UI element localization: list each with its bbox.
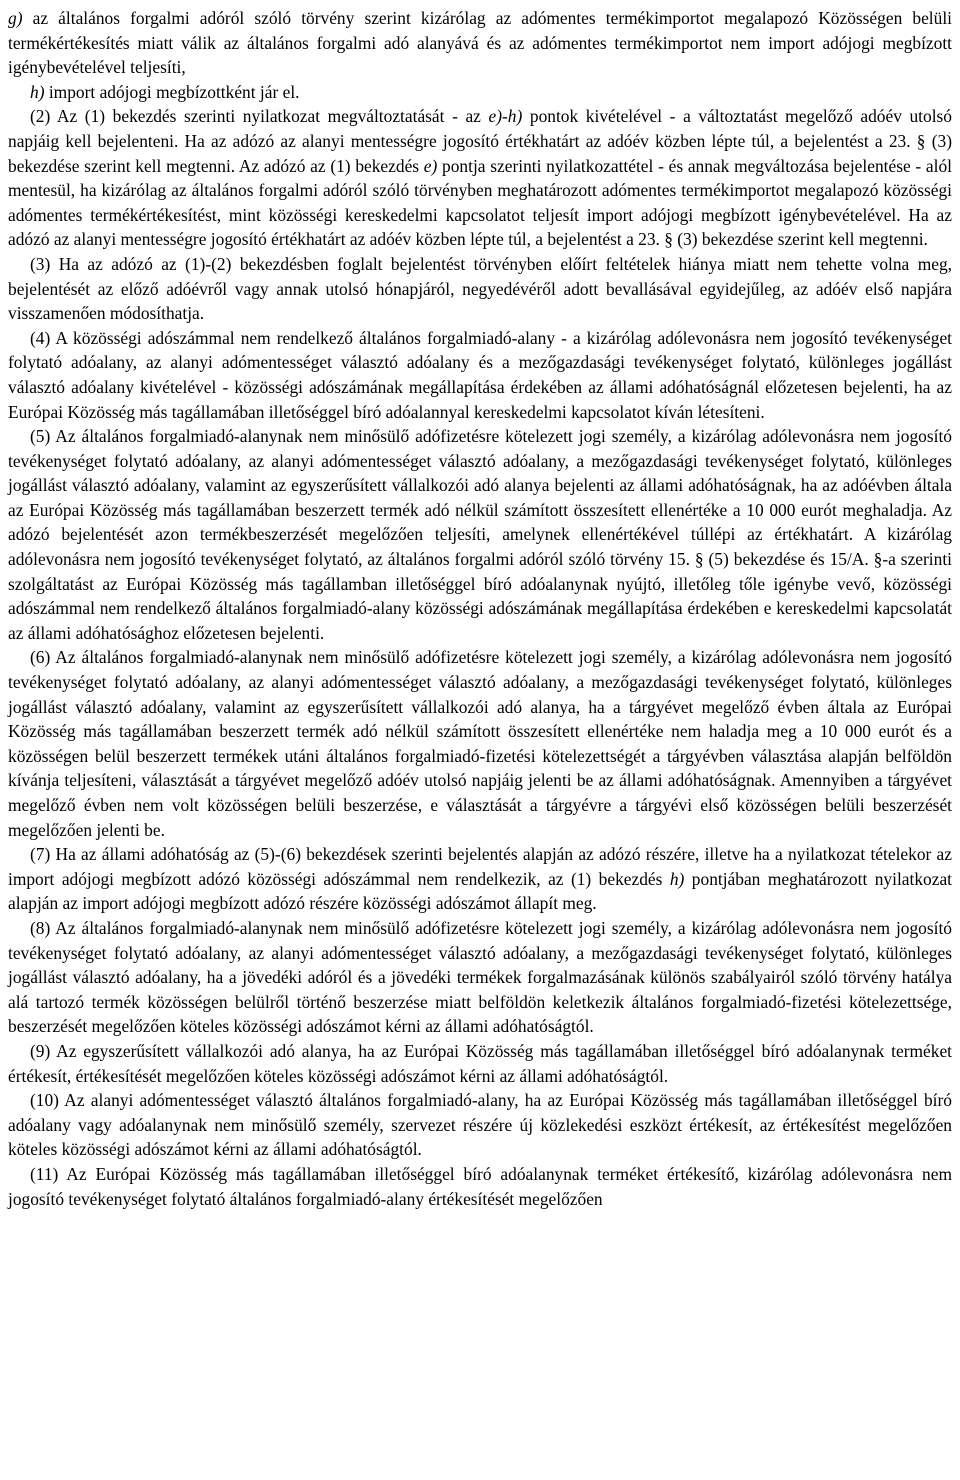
paragraph-9: (9) Az egyszerűsített vállalkozói adó alanya, ha az Európai Közösség más tagállamában illetőséggel bíró adóalanynak terméket értékesít, értékesítését megelőzően köteles közösségi adószámot kérni az állami adóhatóságtól. [8,1040,952,1086]
paragraph-10: (10) Az alanyi adómentességet választó általános forgalmiadó-alany, ha az Európai Közösség más tagállamában illetőséggel bíró adóalany vagy adóalanynak nem minősülő személy, szervezet részére új közlekedési eszközt értékesít, az értékesítést megelőzően köteles közösségi adószámot kérni az állami adóhatóságtól. [8,1090,952,1160]
paragraph-2-ref-b: e) [423,155,438,176]
paragraph-7-ref: h) [669,868,685,889]
paragraph-6: (6) Az általános forgalmiadó-alanynak nem minősülő adófizetésre kötelezett jogi személy, a kizárólag adólevonásra nem jogosító tevékenységet folytató adóalany, az alanyi adómentességet választó adóalany, a mezőgazdasági tevékenységet folytató, különleges jogállást választó adóalany, valamint az egyszerűsített vállalkozói adó alanya, ha a tárgyévet megelőző évben általa az Európai Közösség más tagállamában beszerzett termék adó nélkül számított összesített ellenértéke nem haladja meg a 10 000 eurót és a közösségen belül beszerzett termékek utáni általános forgalmiadó-fizetési kötelezettségét a tárgyévben választása alapján belföldön kívánja teljesíteni, választását a tárgyévet megelőző adóév utolsó napjáig jelenti be az állami adóhatóságnak. Amennyiben a tárgyévet megelőző évben nem volt közösségen belüli beszerzése, e választását a tárgyévre a tárgyévi első közösségen belüli beszerzését megelőzően jelenti be. [8,647,952,840]
item-text-g: az általános forgalmi adóról szóló törvény szerint kizárólag az adómentes termékimportot megalapozó Közösségen belüli termékértékesítés miatt válik az általános forgalmi adó alanyává és az adómentes termékimportot nem import adójogi megbízott igénybevételével teljesíti, [8,8,952,78]
paragraph-7-text-b: pontjában meghatározott nyilatkozat alapján az import adójogi megbízott adózó részére közösségi adószámot állapít meg. [8,868,953,914]
item-marker-h: h) [30,81,45,102]
paragraph-4: (4) A közösségi adószámmal nem rendelkező általános forgalmiadó-alany - a kizárólag adólevonásra nem jogosító tevékenységet folytató adóalany, az alanyi adómentességet választó adóalany és a mezőgazdasági tevékenységet folytató, különleges jogállást választó adóalany kivételével - közösségi adószámának megállapítása érdekében az állami adóhatóságnál előzetesen bejelenti, ha az Európai Közösség más tagállamában illetőséggel bíró adóalannyal kereskedelmi kapcsolatot kíván létesíteni. [8,327,952,422]
paragraph-5: (5) Az általános forgalmiadó-alanynak nem minősülő adófizetésre kötelezett jogi személy, a kizárólag adólevonásra nem jogosító tevékenységet folytató adóalany, az alanyi adómentességet választó adóalany, a mezőgazdasági tevékenységet folytató, különleges jogállást választó adóalany, valamint az egyszerűsített vállalkozói adó alanya bejelenti az állami adóhatóságnak, ha az adóévben általa az Európai Közösség más tagállamában beszerzett termék adó nélkül számított összesített ellenértéke a 10 000 eurót meghaladja. Az adózó bejelentését azon termékbeszerzését megelőzően teljesíti, amelynek ellenértékével túllépi az értékhatárt. A kizárólag adólevonásra nem jogosító tevékenységet folytató, az általános forgalmi adóról szóló törvény 15. § (5) bekezdése és 15/A. §-a szerinti szolgáltatást az Európai Közösség más tagállamban illetőséggel bíró adóalanynak nyújtó, illetőleg tőle igénybe vevő, közösségi adószámmal nem rendelkező általános forgalmiadó-alany közösségi adószámának megállapítása érdekében e kereskedelmi kapcsolatát az állami adóhatósághoz előzetesen bejelenti. [8,426,952,643]
paragraph-2 [8,104,952,252]
paragraph-7 [8,842,952,916]
paragraph-11: (11) Az Európai Közösség más tagállamában illetőséggel bíró adóalanynak terméket értékesítő, kizárólag adólevonásra nem jogosító tevékenységet folytató általános forgalmiadó-alany értékesítését megelőzően [8,1163,952,1209]
paragraph-2-text-a: (2) Az (1) bekezdés szerinti nyilatkozat megváltoztatását - az [30,106,489,127]
paragraph-2-text-c: pontja szerinti nyilatkozattétel - és annak megváltozása bejelentése - alól mentesül, ha kizárólag az általános forgalmi adóról szóló törvényben meghatározott adómentes termékimportot megalapozó közösségi adómentes termékértékesítést, mint közösségi kereskedelmi kapcsolatot teljesít import adójogi megbízott igénybevételével. Ha az adózó az alanyi mentességre jogosító értékhatárt az adóév közben lépte túl, a bejelentést a 23. § (3) bekezdése szerint kell megtenni. [8,155,953,250]
paragraph-7-text-a: (7) Ha az állami adóhatóság az (5)-(6) bekezdések szerinti bejelentés alapján az adózó részére, illetve ha a nyilatkozat tételekor az import adójogi megbízott adózó közösségi adószámmal nem rendelkezik, az (1) bekezdés [8,844,952,889]
paragraph-3: (3) Ha az adózó az (1)-(2) bekezdésben foglalt bejelentést törvényben előírt feltételek hiánya miatt nem tehette volna meg, bejelentését az előző adóévről vagy annak utolsó hónapjáról, negyedévéről adott bevallásával egyidejűleg, az adóév első napjára visszamenően módosíthatja. [8,253,952,324]
paragraph-item-g [8,6,952,80]
document-page [8,6,952,1211]
paragraph-8: (8) Az általános forgalmiadó-alanynak nem minősülő adófizetésre kötelezett jogi személy, a kizárólag adólevonásra nem jogosító tevékenységet folytató adóalany, az alanyi adómentességet választó adóalany, a mezőgazdasági tevékenységet folytató, különleges jogállást választó adóalany, ha a jövedéki adóról és a jövedéki termékek forgalmazásának különös szabályairól szóló törvény hatálya alá tartozó termék közösségen belülről történő beszerzése miatt belföldön keletkezik általános forgalmiadó-fizetési kötelezettsége, beszerzését megelőzően köteles közösségi adószámot kérni az állami adóhatóságtól. [8,917,952,1037]
paragraph-2-text-b: pontok kivételével - a változtatást megelőző adóév utolsó napjáig kell bejelenteni. Ha az adózó az alanyi mentességre jogosító értékhatárt az adóév közben lépte túl, a bejelentést a 23. § (3) bekezdése szerint kell megtenni. Az adózó az (1) bekezdés [8,106,952,176]
paragraph-item-h [8,80,952,105]
item-text-h: import adójogi megbízottként jár el. [44,81,300,102]
item-marker-g: g) [8,8,23,28]
paragraph-2-ref-a: e)-h) [488,106,523,127]
